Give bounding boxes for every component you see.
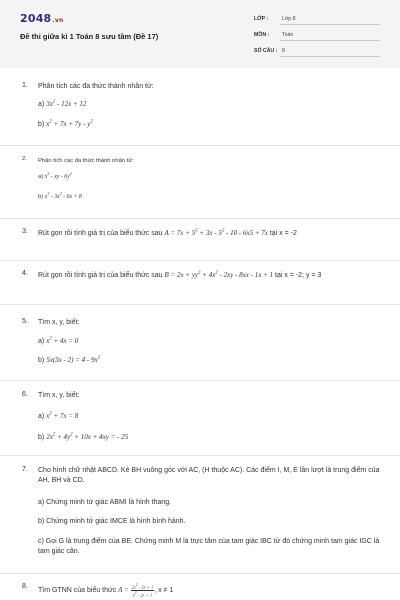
question-number: 7. bbox=[22, 466, 28, 473]
question-1-part-b: b) $x^2 + 7x + 7y - y^2$ bbox=[38, 119, 93, 128]
question-number: 4. bbox=[22, 270, 28, 277]
question-2-part-a: a) $x^2$ - xy - $6y^2$ bbox=[38, 171, 72, 180]
question-stem: Phân tích các đa thức thành nhân tử: bbox=[38, 158, 134, 164]
question-2-part-b: b) $x^3 - 3x^2 - 6x + 8$ bbox=[38, 191, 82, 200]
question-stem: Tìm x, y, biết: bbox=[38, 392, 80, 399]
document-title: Đề thi giữa kì 1 Toán 8 sưu tầm (Đề 17) bbox=[20, 32, 159, 41]
question-stem: Rút gọn rồi tính giá trị của biểu thức sau $A = 7x + 5^2 + 3x - 5^2 - 10 - 6x5 + 7x$ tại x = -2 bbox=[38, 228, 297, 237]
question-6-part-b: b) $2x^2 + 4y^2 + 10x + 4xy$ = - 25 bbox=[38, 432, 129, 441]
question-stem: Tìm GTNN của biểu thức A = $\frac{2x^2 - 2x + 1}{x^2 - 2x + 1}$ , x ≠ 1 bbox=[38, 583, 174, 597]
worksheet-header bbox=[0, 0, 400, 68]
question-stem: Cho hình chữ nhật ABCD. Kẻ BH vuông góc với AC, (H thuộc AC). Các điểm I, M, E lần lượt là trung điểm của AH, BH và CD. bbox=[38, 467, 380, 484]
question-1-part-a: a) $3x^2 - 12x + 12$ bbox=[38, 99, 87, 108]
question-6-part-a: a) $x^2 + 7x = 8$ bbox=[38, 411, 79, 420]
question-7-part-a: a) Chứng minh tứ giác ABMI là hình thang. bbox=[38, 499, 172, 506]
question-count-label: SỐ CÂU : bbox=[254, 48, 278, 54]
question-number: 1. bbox=[22, 82, 28, 89]
question-number: 5. bbox=[22, 318, 28, 325]
question-stem: Rút gọn rồi tính giá trị của biểu thức sau $B = 2x + yy^2 + 4x^2 - 2xy - 8xx - 1x + 1$ tại x = -2; y = 3 bbox=[38, 270, 322, 279]
question-7-part-c: c) Gọi G là trung điểm của BE. Chứng minh M là trực tâm của tam giác IBC từ đó chứng minh tam giác IGC là tam giác cân. bbox=[38, 538, 380, 555]
question-5-part-a: a) $x^2 + 4x = 0$ bbox=[38, 336, 79, 345]
subject-label: MÔN : bbox=[254, 32, 270, 38]
question-number: 6. bbox=[22, 391, 28, 398]
subject-value: Toán bbox=[282, 32, 294, 38]
class-value: Lớp 8 bbox=[282, 16, 296, 22]
question-stem: Phân tích các đa thức thành nhân tử: bbox=[38, 83, 154, 90]
question-count-value: 8 bbox=[282, 48, 285, 54]
fraction: $\frac{2x^2 - 2x + 1}{x^2 - 2x + 1}$ bbox=[131, 583, 154, 597]
site-logo[interactable]: 2048.vn bbox=[20, 12, 64, 25]
question-stem: Tìm x, y, biết: bbox=[38, 319, 80, 326]
class-label: LỚP : bbox=[254, 16, 269, 22]
question-number: 8. bbox=[22, 583, 28, 590]
question-5-part-b: b) $5x(3x - 2) = 4 - 9x^2$ bbox=[38, 355, 101, 364]
question-number: 3. bbox=[22, 228, 28, 235]
question-number: 2. bbox=[22, 156, 27, 162]
question-7-part-b: b) Chứng minh tứ giác IMCE là hình bình hành. bbox=[38, 518, 186, 525]
